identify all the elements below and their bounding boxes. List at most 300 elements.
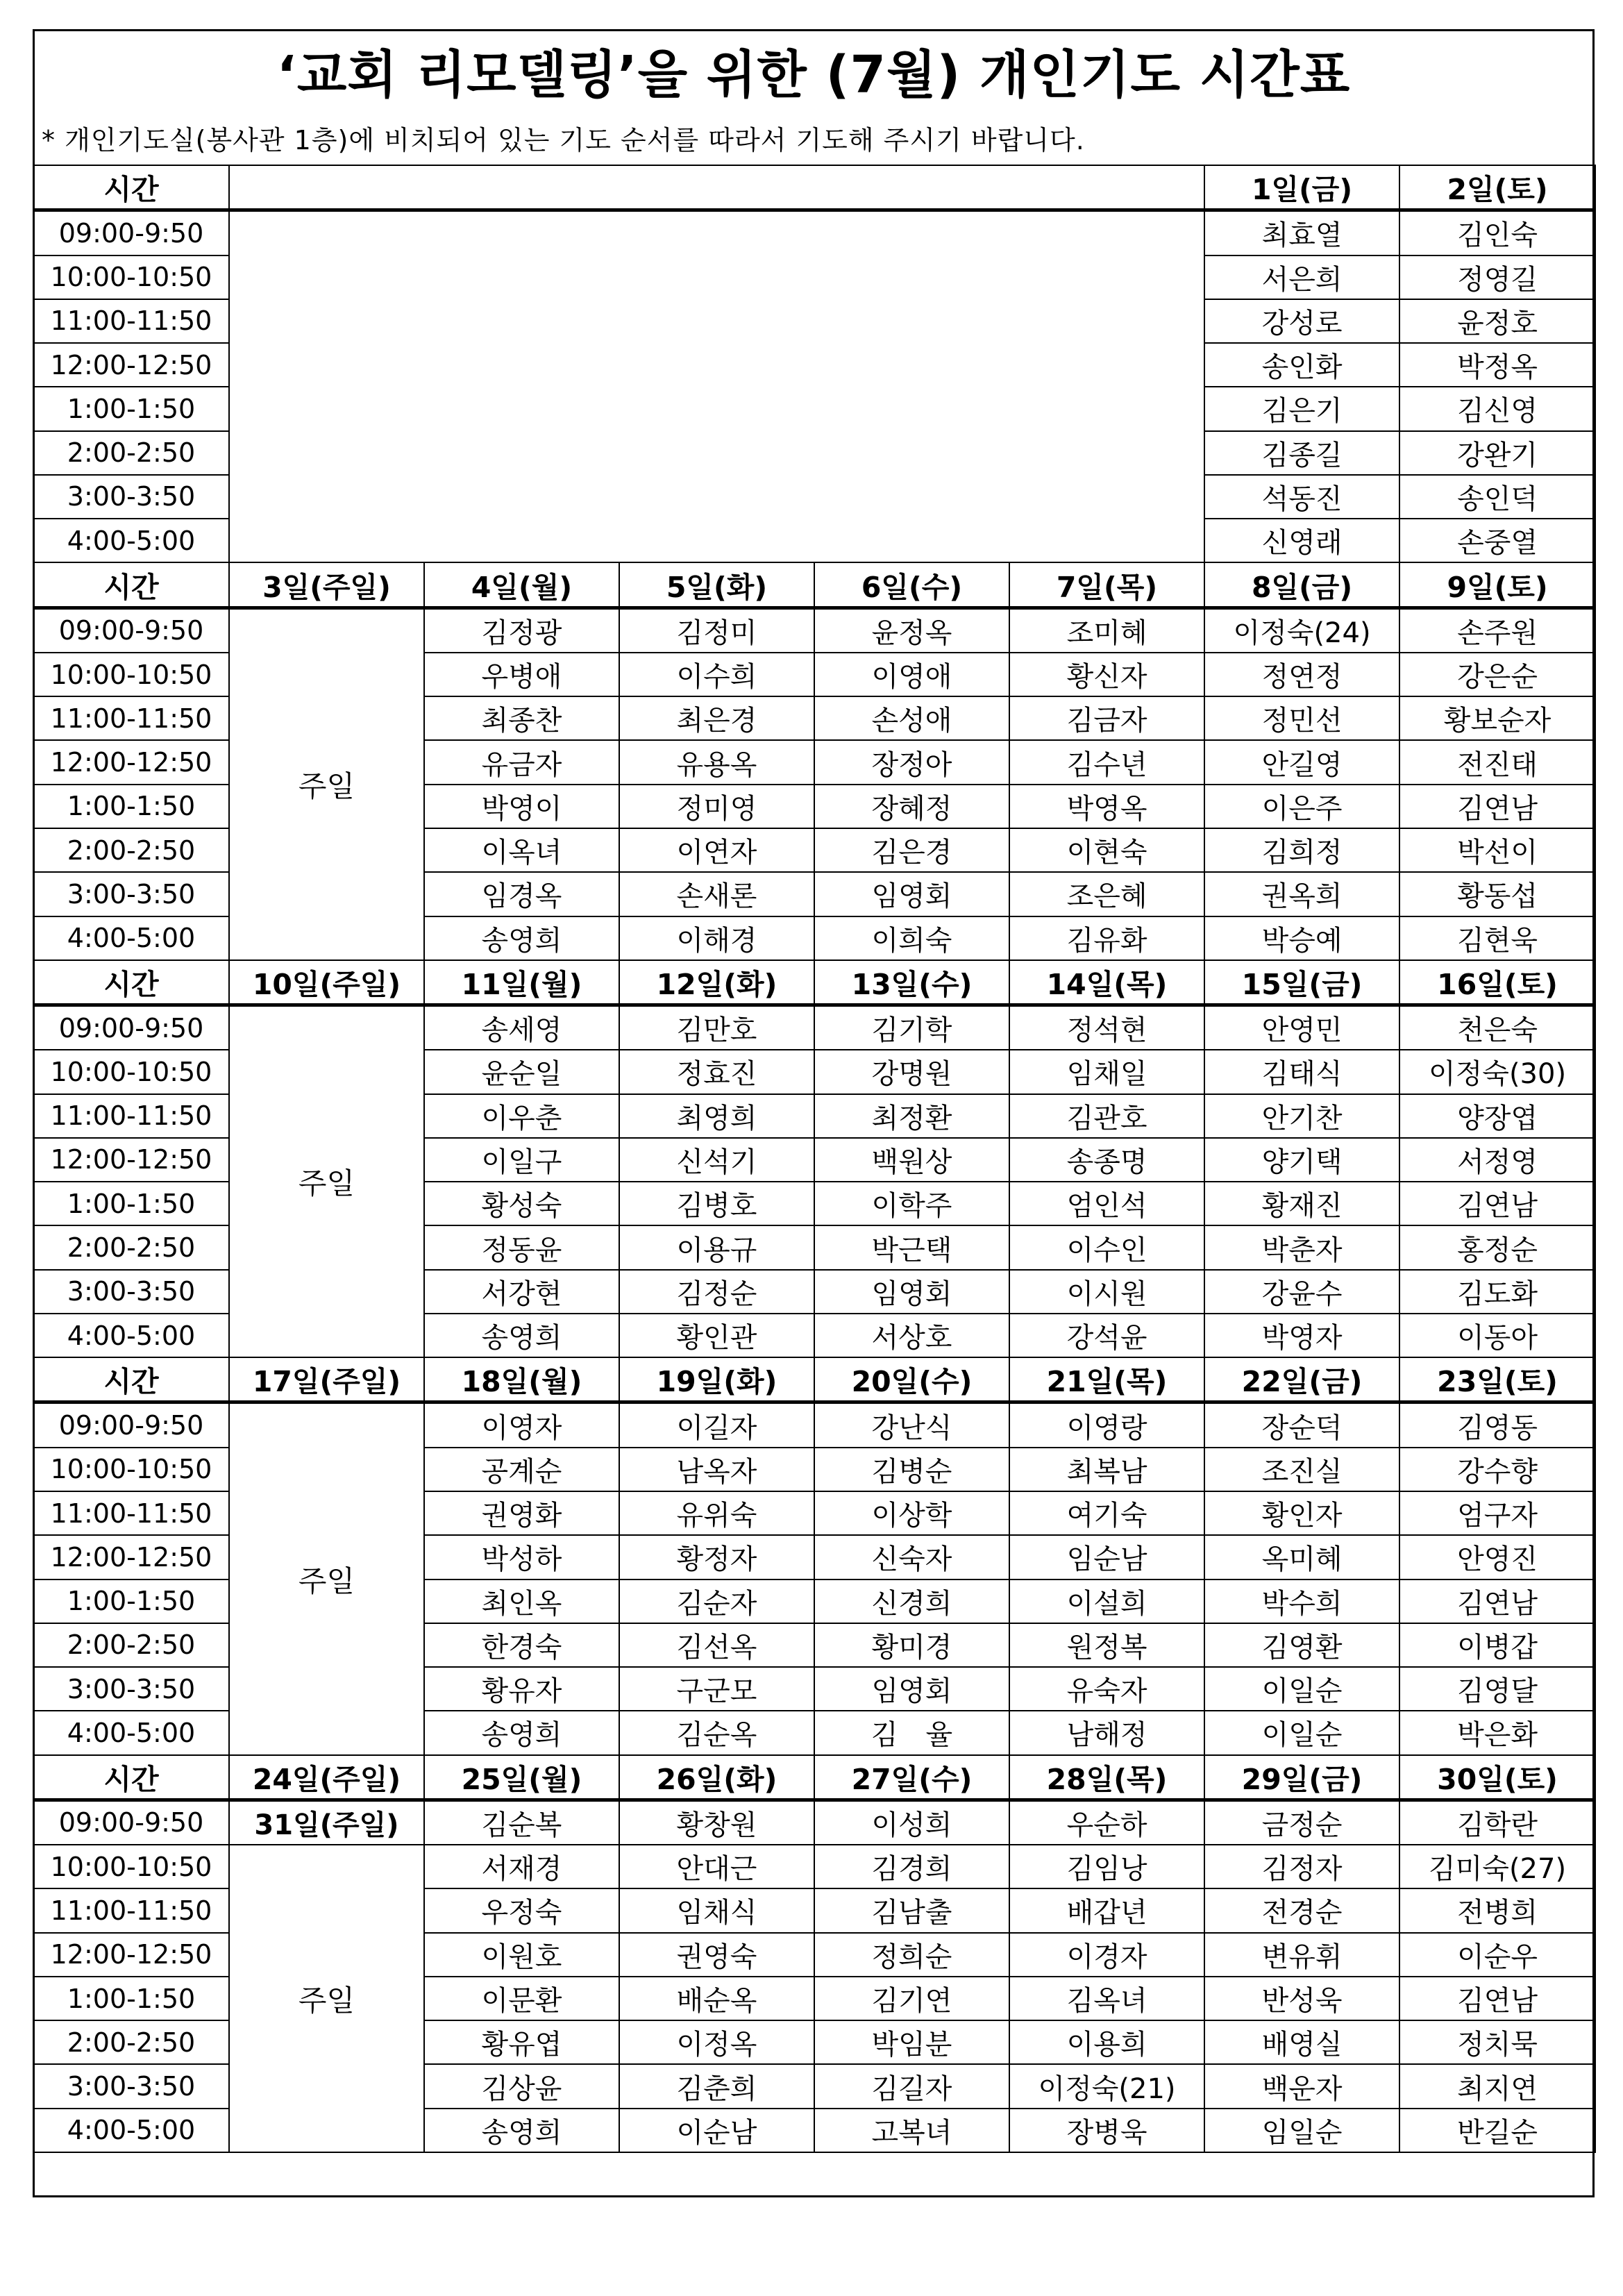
name-cell: 김미숙(27) <box>1399 1845 1595 1888</box>
name-cell: 임경옥 <box>424 872 619 916</box>
name-cell: 김순자 <box>619 1579 814 1623</box>
name-cell: 손성애 <box>814 696 1009 740</box>
name-cell: 최은경 <box>619 696 814 740</box>
name-cell: 김은기 <box>1204 387 1399 430</box>
time-slot: 11:00-11:50 <box>33 1888 229 1932</box>
name-cell: 안영진 <box>1399 1535 1595 1579</box>
name-cell: 권옥희 <box>1204 872 1399 916</box>
name-cell: 김병호 <box>619 1182 814 1225</box>
day-header: 29일(금) <box>1204 1755 1399 1800</box>
name-cell: 손새론 <box>619 872 814 916</box>
name-cell: 이문환 <box>424 1977 619 2020</box>
name-cell: 임일순 <box>1204 2109 1399 2152</box>
table-row <box>33 1845 1595 1888</box>
time-slot: 11:00-11:50 <box>33 1491 229 1535</box>
name-cell: 임채일 <box>1009 1050 1204 1093</box>
name-cell: 이연자 <box>619 828 814 872</box>
time-slot: 09:00-9:50 <box>33 1402 229 1448</box>
name-cell: 최지연 <box>1399 2064 1595 2108</box>
name-cell: 이우춘 <box>424 1094 619 1138</box>
name-cell: 황인관 <box>619 1314 814 1357</box>
name-cell: 엄인석 <box>1009 1182 1204 1225</box>
name-cell: 황유엽 <box>424 2020 619 2064</box>
time-slot: 4:00-5:00 <box>33 1711 229 1754</box>
name-cell: 권영화 <box>424 1491 619 1535</box>
name-cell: 박영이 <box>424 785 619 828</box>
name-cell: 이용규 <box>619 1225 814 1269</box>
name-cell: 정영길 <box>1399 255 1595 299</box>
name-cell: 정민선 <box>1204 696 1399 740</box>
name-cell: 강난식 <box>814 1402 1009 1448</box>
name-cell: 반길순 <box>1399 2109 1595 2152</box>
name-cell: 김영환 <box>1204 1623 1399 1667</box>
name-cell: 김병순 <box>814 1448 1009 1491</box>
name-cell: 정연정 <box>1204 653 1399 696</box>
name-cell: 이일순 <box>1204 1711 1399 1754</box>
name-cell: 김옥녀 <box>1009 1977 1204 2020</box>
week4-header-row <box>33 1357 1595 1402</box>
name-cell: 송세영 <box>424 1005 619 1050</box>
name-cell: 서은희 <box>1204 255 1399 299</box>
name-cell: 변유휘 <box>1204 1933 1399 1977</box>
day-header: 24일(주일) <box>229 1755 424 1800</box>
name-cell: 정희순 <box>814 1933 1009 1977</box>
time-slot: 12:00-12:50 <box>33 1138 229 1182</box>
name-cell: 김춘희 <box>619 2064 814 2108</box>
time-slot: 10:00-10:50 <box>33 1448 229 1491</box>
time-slot: 10:00-10:50 <box>33 1845 229 1888</box>
name-cell: 정석현 <box>1009 1005 1204 1050</box>
table-row <box>33 1800 1595 1845</box>
sunday-cell: 주일 <box>229 1402 424 1755</box>
name-cell: 전병희 <box>1399 1888 1595 1932</box>
week1-header-row <box>33 165 1595 210</box>
name-cell: 김연남 <box>1399 1579 1595 1623</box>
table-row <box>33 1402 1595 1448</box>
name-cell: 신영래 <box>1204 519 1399 562</box>
name-cell: 유금자 <box>424 740 619 784</box>
time-slot: 12:00-12:50 <box>33 343 229 387</box>
time-slot: 1:00-1:50 <box>33 1579 229 1623</box>
sunday-cell: 주일 <box>229 1845 424 2152</box>
name-cell: 우정숙 <box>424 1888 619 1932</box>
day-header: 5일(화) <box>619 562 814 607</box>
name-cell: 황보순자 <box>1399 696 1595 740</box>
time-header: 시간 <box>33 165 229 210</box>
name-cell: 반성욱 <box>1204 1977 1399 2020</box>
name-cell: 박영옥 <box>1009 785 1204 828</box>
day-header: 3일(주일) <box>229 562 424 607</box>
name-cell: 이영자 <box>424 1402 619 1448</box>
time-header: 시간 <box>33 1755 229 1800</box>
name-cell: 김연남 <box>1399 1977 1595 2020</box>
name-cell: 우순하 <box>1009 1800 1204 1845</box>
time-slot: 09:00-9:50 <box>33 607 229 653</box>
time-slot: 2:00-2:50 <box>33 2020 229 2064</box>
name-cell: 석동진 <box>1204 475 1399 519</box>
day-header: 20일(수) <box>814 1357 1009 1402</box>
name-cell: 안길영 <box>1204 740 1399 784</box>
name-cell: 유숙자 <box>1009 1667 1204 1711</box>
name-cell: 김순복 <box>424 1800 619 1845</box>
name-cell: 옥미혜 <box>1204 1535 1399 1579</box>
name-cell: 김만호 <box>619 1005 814 1050</box>
name-cell: 이정숙(24) <box>1204 607 1399 653</box>
name-cell: 조은혜 <box>1009 872 1204 916</box>
name-cell: 이순남 <box>619 2109 814 2152</box>
name-cell: 배갑년 <box>1009 1888 1204 1932</box>
name-cell: 백운자 <box>1204 2064 1399 2108</box>
name-cell: 송인덕 <box>1399 475 1595 519</box>
name-cell: 이정숙(30) <box>1399 1050 1595 1093</box>
day-header: 28일(목) <box>1009 1755 1204 1800</box>
table-row <box>33 210 1595 255</box>
name-cell: 금정순 <box>1204 1800 1399 1845</box>
name-cell: 이일순 <box>1204 1667 1399 1711</box>
day-header-31: 31일(주일) <box>229 1800 424 1845</box>
day-header: 10일(주일) <box>229 960 424 1005</box>
name-cell: 최효열 <box>1204 210 1399 255</box>
time-header: 시간 <box>33 1357 229 1402</box>
name-cell: 황성숙 <box>424 1182 619 1225</box>
name-cell: 이희숙 <box>814 916 1009 960</box>
name-cell: 박정옥 <box>1399 343 1595 387</box>
day-header: 14일(목) <box>1009 960 1204 1005</box>
name-cell: 전경순 <box>1204 1888 1399 1932</box>
name-cell: 홍정순 <box>1399 1225 1595 1269</box>
name-cell: 윤순일 <box>424 1050 619 1093</box>
blank-area <box>229 165 1204 210</box>
day-header: 15일(금) <box>1204 960 1399 1005</box>
name-cell: 조진실 <box>1204 1448 1399 1491</box>
name-cell: 김도화 <box>1399 1270 1595 1314</box>
name-cell: 강은순 <box>1399 653 1595 696</box>
name-cell: 고복녀 <box>814 2109 1009 2152</box>
name-cell: 송영희 <box>424 916 619 960</box>
name-cell: 안영민 <box>1204 1005 1399 1050</box>
time-slot: 2:00-2:50 <box>33 1225 229 1269</box>
day-header: 4일(월) <box>424 562 619 607</box>
time-slot: 09:00-9:50 <box>33 1005 229 1050</box>
name-cell: 남옥자 <box>619 1448 814 1491</box>
time-slot: 1:00-1:50 <box>33 387 229 430</box>
name-cell: 이현숙 <box>1009 828 1204 872</box>
name-cell: 안기찬 <box>1204 1094 1399 1138</box>
name-cell: 백원상 <box>814 1138 1009 1182</box>
name-cell: 안대근 <box>619 1845 814 1888</box>
name-cell: 이동아 <box>1399 1314 1595 1357</box>
name-cell: 이수희 <box>619 653 814 696</box>
name-cell: 황신자 <box>1009 653 1204 696</box>
name-cell: 김정순 <box>619 1270 814 1314</box>
day-header: 27일(수) <box>814 1755 1009 1800</box>
name-cell: 양기택 <box>1204 1138 1399 1182</box>
name-cell: 김희정 <box>1204 828 1399 872</box>
name-cell: 유위숙 <box>619 1491 814 1535</box>
name-cell: 김은경 <box>814 828 1009 872</box>
name-cell: 송종명 <box>1009 1138 1204 1182</box>
name-cell: 최정환 <box>814 1094 1009 1138</box>
name-cell: 박승예 <box>1204 916 1399 960</box>
name-cell: 강성로 <box>1204 299 1399 343</box>
time-slot: 3:00-3:50 <box>33 1270 229 1314</box>
name-cell: 김경희 <box>814 1845 1009 1888</box>
name-cell: 서상호 <box>814 1314 1009 1357</box>
name-cell: 황정자 <box>619 1535 814 1579</box>
name-cell: 임순남 <box>1009 1535 1204 1579</box>
name-cell: 김종길 <box>1204 431 1399 475</box>
sunday-cell: 주일 <box>229 1005 424 1358</box>
sunday-cell: 주일 <box>229 607 424 960</box>
name-cell: 송영희 <box>424 2109 619 2152</box>
name-cell: 김연남 <box>1399 785 1595 828</box>
name-cell: 이용희 <box>1009 2020 1204 2064</box>
name-cell: 최인옥 <box>424 1579 619 1623</box>
time-slot: 10:00-10:50 <box>33 653 229 696</box>
name-cell: 김태식 <box>1204 1050 1399 1093</box>
name-cell: 손중열 <box>1399 519 1595 562</box>
name-cell: 김 율 <box>814 1711 1009 1754</box>
name-cell: 천은숙 <box>1399 1005 1595 1050</box>
name-cell: 박성하 <box>424 1535 619 1579</box>
name-cell: 박영자 <box>1204 1314 1399 1357</box>
time-slot: 3:00-3:50 <box>33 475 229 519</box>
day-header: 11일(월) <box>424 960 619 1005</box>
time-slot: 3:00-3:50 <box>33 2064 229 2108</box>
name-cell: 이옥녀 <box>424 828 619 872</box>
day-header: 13일(수) <box>814 960 1009 1005</box>
name-cell: 황창원 <box>619 1800 814 1845</box>
name-cell: 김신영 <box>1399 387 1595 430</box>
name-cell: 남해정 <box>1009 1711 1204 1754</box>
name-cell: 정효진 <box>619 1050 814 1093</box>
name-cell: 황인자 <box>1204 1491 1399 1535</box>
name-cell: 황재진 <box>1204 1182 1399 1225</box>
time-header: 시간 <box>33 960 229 1005</box>
name-cell: 원정복 <box>1009 1623 1204 1667</box>
name-cell: 김순옥 <box>619 1711 814 1754</box>
name-cell: 김영달 <box>1399 1667 1595 1711</box>
time-slot: 2:00-2:50 <box>33 431 229 475</box>
week3-header-row <box>33 960 1595 1005</box>
name-cell: 서강현 <box>424 1270 619 1314</box>
name-cell: 박임분 <box>814 2020 1009 2064</box>
time-slot: 2:00-2:50 <box>33 828 229 872</box>
name-cell: 조미혜 <box>1009 607 1204 653</box>
name-cell: 장순덕 <box>1204 1402 1399 1448</box>
name-cell: 황미경 <box>814 1623 1009 1667</box>
name-cell: 신석기 <box>619 1138 814 1182</box>
day-header: 1일(금) <box>1204 165 1399 210</box>
time-slot: 4:00-5:00 <box>33 519 229 562</box>
name-cell: 송영희 <box>424 1314 619 1357</box>
time-slot: 1:00-1:50 <box>33 1182 229 1225</box>
name-cell: 박춘자 <box>1204 1225 1399 1269</box>
time-slot: 4:00-5:00 <box>33 916 229 960</box>
time-slot: 09:00-9:50 <box>33 1800 229 1845</box>
name-cell: 장병욱 <box>1009 2109 1204 2152</box>
time-slot: 11:00-11:50 <box>33 299 229 343</box>
name-cell: 이길자 <box>619 1402 814 1448</box>
name-cell: 서재경 <box>424 1845 619 1888</box>
name-cell: 한경숙 <box>424 1623 619 1667</box>
table-row <box>33 607 1595 653</box>
day-header: 30일(토) <box>1399 1755 1595 1800</box>
name-cell: 이수인 <box>1009 1225 1204 1269</box>
name-cell: 장혜정 <box>814 785 1009 828</box>
day-header: 22일(금) <box>1204 1357 1399 1402</box>
name-cell: 박근택 <box>814 1225 1009 1269</box>
name-cell: 이영랑 <box>1009 1402 1204 1448</box>
name-cell: 김금자 <box>1009 696 1204 740</box>
time-slot: 4:00-5:00 <box>33 2109 229 2152</box>
name-cell: 윤정호 <box>1399 299 1595 343</box>
time-slot: 10:00-10:50 <box>33 1050 229 1093</box>
name-cell: 윤정옥 <box>814 607 1009 653</box>
name-cell: 신숙자 <box>814 1535 1009 1579</box>
name-cell: 이일구 <box>424 1138 619 1182</box>
name-cell: 김연남 <box>1399 1182 1595 1225</box>
day-header: 12일(화) <box>619 960 814 1005</box>
name-cell: 이시원 <box>1009 1270 1204 1314</box>
time-slot: 09:00-9:50 <box>33 210 229 255</box>
day-header: 23일(토) <box>1399 1357 1595 1402</box>
name-cell: 박은화 <box>1399 1711 1595 1754</box>
name-cell: 강수향 <box>1399 1448 1595 1491</box>
name-cell: 최복남 <box>1009 1448 1204 1491</box>
name-cell: 이정숙(21) <box>1009 2064 1204 2108</box>
name-cell: 임영회 <box>814 1270 1009 1314</box>
day-header: 8일(금) <box>1204 562 1399 607</box>
name-cell: 이영애 <box>814 653 1009 696</box>
table-row <box>33 1005 1595 1050</box>
time-slot: 1:00-1:50 <box>33 785 229 828</box>
name-cell: 양장엽 <box>1399 1094 1595 1138</box>
time-slot: 12:00-12:50 <box>33 740 229 784</box>
day-header: 21일(목) <box>1009 1357 1204 1402</box>
name-cell: 최종찬 <box>424 696 619 740</box>
time-slot: 12:00-12:50 <box>33 1933 229 1977</box>
name-cell: 박선이 <box>1399 828 1595 872</box>
name-cell: 최영희 <box>619 1094 814 1138</box>
name-cell: 황동섭 <box>1399 872 1595 916</box>
name-cell: 전진태 <box>1399 740 1595 784</box>
name-cell: 신경희 <box>814 1579 1009 1623</box>
name-cell: 정치묵 <box>1399 2020 1595 2064</box>
name-cell: 이해경 <box>619 916 814 960</box>
name-cell: 강완기 <box>1399 431 1595 475</box>
name-cell: 우병애 <box>424 653 619 696</box>
name-cell: 박수희 <box>1204 1579 1399 1623</box>
time-slot: 11:00-11:50 <box>33 1094 229 1138</box>
name-cell: 이원호 <box>424 1933 619 1977</box>
name-cell: 황유자 <box>424 1667 619 1711</box>
name-cell: 권영숙 <box>619 1933 814 1977</box>
name-cell: 손주원 <box>1399 607 1595 653</box>
day-header: 19일(화) <box>619 1357 814 1402</box>
time-slot: 10:00-10:50 <box>33 255 229 299</box>
name-cell: 김기연 <box>814 1977 1009 2020</box>
name-cell: 김학란 <box>1399 1800 1595 1845</box>
name-cell: 임채식 <box>619 1888 814 1932</box>
name-cell: 김수년 <box>1009 740 1204 784</box>
name-cell: 김임낭 <box>1009 1845 1204 1888</box>
name-cell: 공계순 <box>424 1448 619 1491</box>
name-cell: 정동윤 <box>424 1225 619 1269</box>
name-cell: 김기학 <box>814 1005 1009 1050</box>
name-cell: 김현욱 <box>1399 916 1595 960</box>
day-header: 6일(수) <box>814 562 1009 607</box>
name-cell: 김길자 <box>814 2064 1009 2108</box>
name-cell: 김인숙 <box>1399 210 1595 255</box>
day-header: 25일(월) <box>424 1755 619 1800</box>
blank-area <box>229 210 1204 563</box>
name-cell: 유용옥 <box>619 740 814 784</box>
name-cell: 강윤수 <box>1204 1270 1399 1314</box>
name-cell: 장정아 <box>814 740 1009 784</box>
name-cell: 이정옥 <box>619 2020 814 2064</box>
day-header: 2일(토) <box>1399 165 1595 210</box>
name-cell: 이경자 <box>1009 1933 1204 1977</box>
name-cell: 김선옥 <box>619 1623 814 1667</box>
week2-header-row <box>33 562 1595 607</box>
name-cell: 김정자 <box>1204 1845 1399 1888</box>
name-cell: 여기숙 <box>1009 1491 1204 1535</box>
name-cell: 송영희 <box>424 1711 619 1754</box>
name-cell: 이학주 <box>814 1182 1009 1225</box>
day-header: 26일(화) <box>619 1755 814 1800</box>
name-cell: 이설희 <box>1009 1579 1204 1623</box>
name-cell: 정미영 <box>619 785 814 828</box>
name-cell: 이순우 <box>1399 1933 1595 1977</box>
name-cell: 서정영 <box>1399 1138 1595 1182</box>
name-cell: 배순옥 <box>619 1977 814 2020</box>
name-cell: 김정광 <box>424 607 619 653</box>
name-cell: 김관호 <box>1009 1094 1204 1138</box>
time-slot: 3:00-3:50 <box>33 1667 229 1711</box>
day-header: 17일(주일) <box>229 1357 424 1402</box>
week5-header-row <box>33 1755 1595 1800</box>
name-cell: 송인화 <box>1204 343 1399 387</box>
name-cell: 김정미 <box>619 607 814 653</box>
day-header: 18일(월) <box>424 1357 619 1402</box>
prayer-schedule-table <box>33 165 1596 2153</box>
time-slot: 2:00-2:50 <box>33 1623 229 1667</box>
day-header: 7일(목) <box>1009 562 1204 607</box>
time-header: 시간 <box>33 562 229 607</box>
name-cell: 김상윤 <box>424 2064 619 2108</box>
time-slot: 3:00-3:50 <box>33 872 229 916</box>
name-cell: 김남출 <box>814 1888 1009 1932</box>
name-cell: 임영회 <box>814 1667 1009 1711</box>
name-cell: 배영실 <box>1204 2020 1399 2064</box>
day-header: 16일(토) <box>1399 960 1595 1005</box>
page-title: ‘교회 리모델링’을 위한 (7월) 개인기도 시간표 <box>276 45 1351 105</box>
name-cell: 임영회 <box>814 872 1009 916</box>
time-slot: 1:00-1:50 <box>33 1977 229 2020</box>
time-slot: 12:00-12:50 <box>33 1535 229 1579</box>
name-cell: 이성희 <box>814 1800 1009 1845</box>
name-cell: 이병갑 <box>1399 1623 1595 1667</box>
name-cell: 엄구자 <box>1399 1491 1595 1535</box>
name-cell: 구군모 <box>619 1667 814 1711</box>
instruction-note: * 개인기도실(봉사관 1층)에 비치되어 있는 기도 순서를 따라서 기도해 주시기 바랍니다. <box>42 125 1085 156</box>
name-cell: 강명원 <box>814 1050 1009 1093</box>
time-slot: 4:00-5:00 <box>33 1314 229 1357</box>
name-cell: 김유화 <box>1009 916 1204 960</box>
time-slot: 11:00-11:50 <box>33 696 229 740</box>
name-cell: 이은주 <box>1204 785 1399 828</box>
